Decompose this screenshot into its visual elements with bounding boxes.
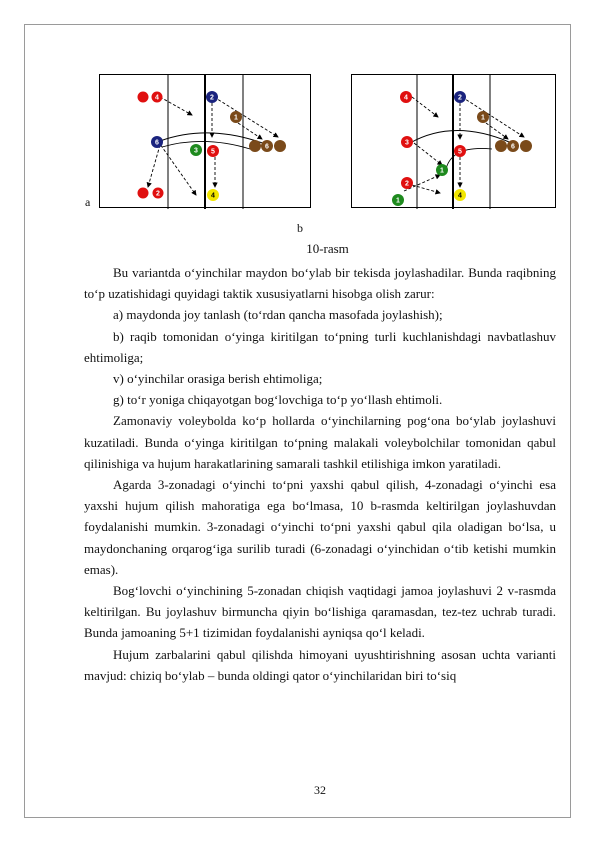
svg-text:1: 1 [396,197,400,205]
svg-text:5: 5 [458,148,462,156]
svg-text:4: 4 [458,192,462,200]
svg-text:6: 6 [155,139,159,147]
paragraph: Agarda 3-zonadagi o‘yinchi to‘pni yaxshi qabul qilish, 4-zonadagi o‘yinchi esa yaxshi hujum qilish mahoratiga ega bo‘lmasa, 10 b-rasmda keltirilgan joylashuvdan foydalanishi mumkin. 3-zonadagi o‘yinchi to‘pni yaxshi qabul qila oladigan bo‘lsa, u maydonchaning orqarog‘iga surilib turadi (6-zonadagi o‘yinchidan o‘tib ketishi mumkin emas). [84,477,556,577]
paragraph: g) to‘r yoniga chiqayotgan bog‘lovchiga to‘p yo‘llash ehtimoli. [113,392,443,408]
court-a-players [138,91,287,201]
svg-text:6: 6 [511,143,515,151]
paragraph: Bog‘lovchi o‘yinchining 5-zonadan chiqish vaqtidagi jamoa joylashuvi 2 v-rasmda keltirilgan. Bu joylashuv birmuncha qiyin bo‘lishiga qaramasdan, tez-tez uchrab turadi. Bunda jamoaning 5+1 tizimidan foydalanishi ayniqsa qo‘l keladi. [84,583,556,641]
svg-text:2: 2 [210,94,214,102]
svg-text:5: 5 [211,148,215,156]
paragraph: Bu variantda o‘yinchilar maydon bo‘ylab bir tekisda joylashadilar. Bunda raqibning to‘p uzatishidagi quyidagi taktik xususiyatlarni hisobga olish zarur: [84,265,556,302]
paragraph: a) maydonda joy tanlash (to‘rdan qancha masofada joylashish); [113,307,443,323]
body-text [84,262,556,686]
paragraph: Zamonaviy voleybolda ko‘p hollarda o‘yinchilarning pog‘ona bo‘ylab joylashuvi kuzatiladi. Bunda o‘yinga kiritilgan to‘pning malakali voleybolchilar tomonidan qabul qilinishiga va hujum harakatlarining samarali tashkil etilishiga imkon yaratiladi. [84,413,556,471]
paragraph: v) o‘yinchilar orasiga berish ehtimoliga; [113,371,323,387]
volleyball-court-diagram-a [99,74,311,208]
svg-text:1: 1 [234,114,238,122]
svg-text:4: 4 [404,94,408,102]
svg-text:4: 4 [155,94,159,102]
svg-text:3: 3 [194,147,198,155]
svg-text:2: 2 [156,190,160,198]
figure-label-b: b [297,221,303,235]
paragraph: b) raqib tomonidan o‘yinga kiritilgan to‘pning turli kuchlanishdagi navbatlashuv ehtimoliga; [84,328,556,365]
volleyball-court-diagram-b [351,74,556,208]
svg-text:3: 3 [405,139,409,147]
svg-text:2: 2 [458,94,462,102]
svg-text:1: 1 [481,114,485,122]
figure-label-a: a [85,195,91,209]
svg-text:1: 1 [440,167,444,175]
page-number: 32 [314,783,326,797]
court-b-drawing [352,75,557,209]
svg-text:4: 4 [211,192,215,200]
paragraph: Hujum zarbalarini qabul qilishda himoyani uyushtirishning asosan uchta varianti mavjud: chiziq bo‘ylab – bunda oldingi qator o‘yinchilaridan biri to‘siq [84,646,556,683]
court-a-drawing [100,75,312,209]
svg-text:6: 6 [265,143,269,151]
figure-caption: 10-rasm [306,241,349,256]
svg-text:2: 2 [405,180,409,188]
